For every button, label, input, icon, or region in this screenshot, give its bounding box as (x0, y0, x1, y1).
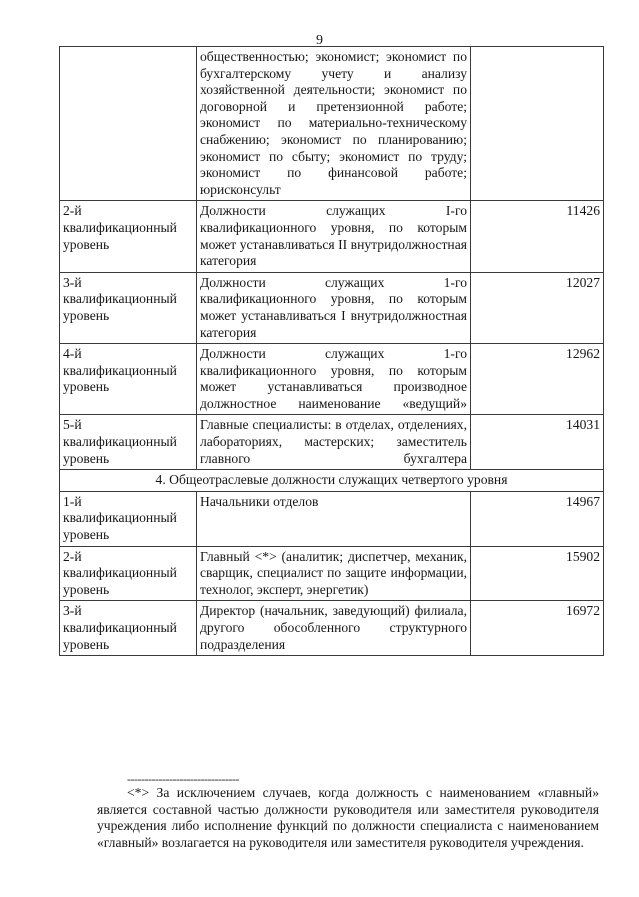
salary-cell: 14967 (471, 491, 604, 546)
table-row (60, 47, 604, 201)
level-cell (60, 272, 197, 343)
description-cell: Директор (начальник, заведующий) филиала, другого обособленного структурного подразделения (197, 601, 471, 656)
level-word: квалификационный (63, 291, 177, 307)
level-number: 5-й (63, 417, 82, 433)
level-word: квалификационный (63, 219, 177, 235)
description-cell: Должности служащих 1-го квалификационного уровня, по которым может устанавливаться I внутридолжностная категория (197, 272, 471, 343)
level-number: 4-й (63, 346, 82, 362)
salary-cell: 15902 (471, 546, 604, 601)
section-title: 4. Общеотраслевые должности служащих четвертого уровня (60, 470, 604, 492)
table-row (60, 415, 604, 470)
salary-cell: 12962 (471, 344, 604, 415)
level-number: 2-й (63, 203, 82, 219)
table-row (60, 546, 604, 601)
footnote-separator: -------------------------------- (127, 772, 239, 786)
level-cell (60, 601, 197, 656)
table-row (60, 601, 604, 656)
level-cell (60, 47, 197, 201)
level-number: 2-й (63, 548, 82, 564)
salary-cell (471, 47, 604, 201)
level-suffix: уровень (63, 307, 110, 323)
table-row (60, 344, 604, 415)
level-suffix: уровень (63, 450, 110, 466)
level-suffix: уровень (63, 581, 110, 597)
description-cell: Должности служащих I-го квалификационного уровня, по которым может устанавливаться II внутридолжностная категория (197, 201, 471, 272)
level-word: квалификационный (63, 434, 177, 450)
salary-cell: 14031 (471, 415, 604, 470)
description-cell: общественностью; экономист; экономист по бухгалтерскому учету и анализу хозяйственной деятельности; экономист по договорной и претензионной работе; экономист по материально-техническому снабжению; экономист по планированию; экономист по сбыту; экономист по труду; экономист по финансовой работе; юрисконсульт (197, 47, 471, 201)
description-cell: Главный <*> (аналитик; диспетчер, механик, сварщик, специалист по защите информации, технолог, эксперт, энергетик) (197, 546, 471, 601)
level-suffix: уровень (63, 636, 110, 652)
table-row (60, 491, 604, 546)
salary-cell: 16972 (471, 601, 604, 656)
salary-table (59, 46, 604, 656)
level-cell (60, 491, 197, 546)
salary-cell: 11426 (471, 201, 604, 272)
level-suffix: уровень (63, 527, 110, 543)
footnote-text: <*> За исключением случаев, когда должность с наименованием «главный» является составной частью должности руководителя или заместителя руководителя учреждения либо исполнение функций по должности специалиста с наименованием «главный» возлагается на руководителя или заместителя руководителя учреждения. (97, 785, 599, 850)
level-word: квалификационный (63, 362, 177, 378)
table-row (60, 201, 604, 272)
level-cell (60, 546, 197, 601)
section-row (60, 470, 604, 492)
level-cell (60, 344, 197, 415)
description-cell: Начальники отделов (197, 491, 471, 546)
level-cell (60, 201, 197, 272)
salary-cell: 12027 (471, 272, 604, 343)
page-number: 9 (316, 33, 323, 48)
table-row (60, 272, 604, 343)
level-number: 3-й (63, 603, 82, 619)
level-number: 1-й (63, 493, 82, 509)
level-word: квалификационный (63, 510, 177, 526)
description-cell: Должности служащих 1-го квалификационного уровня, по которым может устанавливаться производное должностное наименование «ведущий» (197, 344, 471, 415)
level-word: квалификационный (63, 565, 177, 581)
description-cell: Главные специалисты: в отделах, отделениях, лабораториях, мастерских; заместитель главного бухгалтера (197, 415, 471, 470)
level-suffix: уровень (63, 379, 110, 395)
level-cell (60, 415, 197, 470)
level-number: 3-й (63, 274, 82, 290)
level-word: квалификационный (63, 620, 177, 635)
level-suffix: уровень (63, 236, 110, 252)
